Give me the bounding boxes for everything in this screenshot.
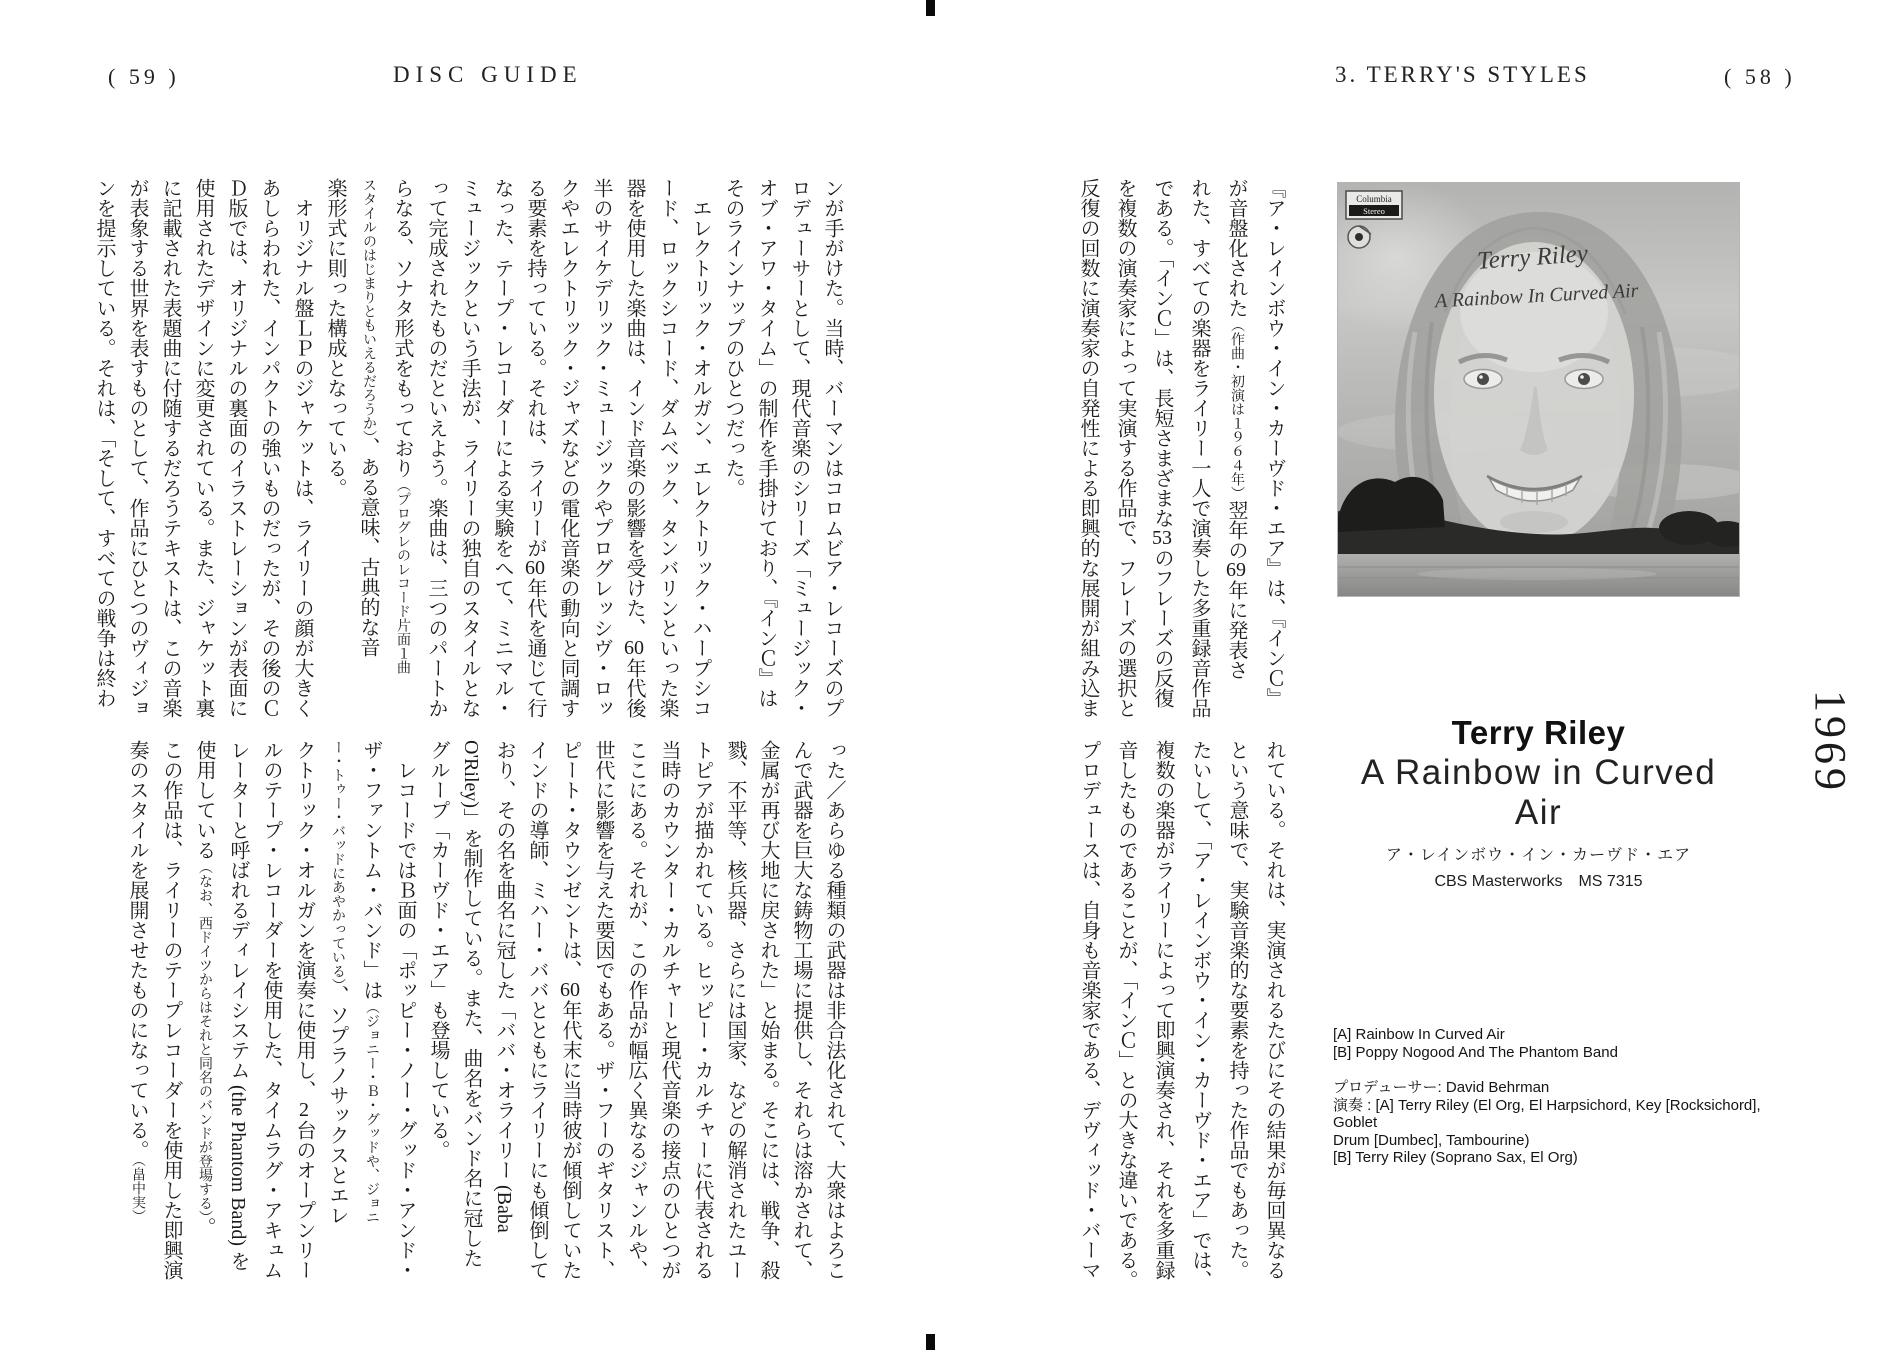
text-column [1217,178,1255,720]
text-segment: れた、すべての楽器をライリー一人で演奏した多重録音作品 [1188,178,1210,718]
text-segment: んで武器を巨大な鋳物工場に提供し、それらは溶かされて、 [790,740,812,1280]
text-segment: を複数の演奏家によって実演する作品で、フレーズの選択と [1114,178,1136,718]
text-segment: レーターと呼ばれるディレイシステム (the Phantom Band) を [227,740,249,1272]
text-segment: ミュージックという手法が、ライリーの独自のスタイルとな [458,178,480,718]
text-segment: オブ・アワ・タイム」の制作を手掛けており、『インＣ』は [755,178,777,708]
text-segment: 世代に影響を与えた要因でもある。ザ・フーのギタリスト、 [592,740,614,1280]
text-segment: Ｄ版では、オリジナルの裏面のイラストレーションが表面に [225,178,247,718]
text-segment: O'Riley)」を制作している。また、曲名をバンド名に冠した [460,740,482,1269]
text-segment: レコードではＢ面の「ポッピー・ノー・グッド・アンド・ [394,740,416,1280]
album-title: A Rainbow in Curved Air [1360,753,1717,832]
text-segment: ルのテープ・レコーダーを使用した、タイムラグ・アキュム [260,740,282,1280]
text-column [154,740,187,1292]
text-column [784,740,817,1292]
text-segment: 年代後 [623,658,645,718]
text-column [520,740,553,1292]
right-page-bottom-text-block [1068,740,1292,1292]
text-segment: スタイルのはじまりともいえるだろうか） [361,178,376,437]
text-segment: グループ「カーヴド・エア」も登場している。 [427,740,449,1160]
text-column [617,178,650,720]
text-segment: 、ソプラノサックスとエレ [326,985,348,1225]
text-column [254,740,287,1292]
text-segment: って完成されたものだといえよう。楽曲は、三つのパートか [425,178,447,718]
cover-script-title: A Rainbow In Curved Air [1434,279,1639,313]
text-segment: 2 [299,1100,309,1120]
text-column [1255,740,1292,1292]
text-segment: 60 [624,638,644,658]
text-segment: （作曲・初演は１９６４年） [1229,318,1244,500]
text-column [452,178,485,720]
text-column [187,740,221,1292]
text-column [551,178,584,720]
text-segment: 翌年の [1225,500,1247,560]
text-segment: ピート・タウンゼントは、 [559,740,581,980]
text-segment: 当時のカウンター・カルチャーと現代音楽の接点のひとつが [658,740,680,1280]
text-column [650,178,683,720]
text-column [354,740,388,1292]
text-column [685,740,718,1292]
text-segment: 半のサイケデリック・ミュージックやプログレッシヴ・ロッ [590,178,612,718]
text-column [1255,178,1292,720]
text-column [817,740,850,1292]
text-column [454,740,487,1292]
text-segment: トピアが描かれている。ヒッピー・カルチャーに代表される [691,740,713,1280]
text-segment: 金属が再び大地に戻された」と始まる。そこには、戦争、殺 [757,740,779,1280]
text-segment: （畠中実） [130,1160,145,1223]
text-column [388,740,421,1292]
year-label: 1969 [1806,690,1855,794]
text-column [186,178,219,720]
text-segment: った／あらゆる種類の武器は非合法化されて、大衆はよろこ [823,740,845,1280]
text-segment: 60 [525,558,545,578]
text-segment: エレクトリック・オルガン、エレクトリック・ハープシコ [689,178,711,718]
text-segment: おり、その名を曲名に冠した「ババ・オライリー (Baba [493,740,515,1233]
text-segment: という意味で、実験音楽的な要素を持った作品でもあった。 [1226,740,1248,1280]
text-segment: （ジョニー・Ｂ・グッドや、ジョニ [364,1000,379,1224]
text-column [287,740,320,1292]
text-segment: である。「インＣ」は、長短さまざまな [1151,178,1173,528]
text-column [586,740,619,1292]
text-column [1144,740,1181,1292]
track-line: [B] Poppy Nogood And The Phantom Band [1333,1043,1618,1061]
text-segment: 器を使用した楽曲は、インド音楽の影響を受けた、 [623,178,645,638]
text-column [1106,178,1143,720]
text-column [153,178,186,720]
text-segment: 戮、不平等、核兵器、さらには国家、などの解消されたユー [724,740,746,1280]
album-credits [1333,1026,1803,1167]
crop-mark-bottom [926,1334,935,1350]
text-column [782,178,815,720]
text-segment: 音したものであることが、「インＣ」との大きな違いである。 [1115,740,1137,1290]
text-column [751,740,784,1292]
text-column [87,178,120,720]
text-segment: インドの導師、ミハー・ババとともにライリーにも傾倒して [526,740,548,1280]
right-page-top-text-block [1068,178,1292,720]
text-segment: たいして、「ア・レインボウ・イン・カーヴド・エア」では、 [1189,740,1211,1290]
text-column [1180,178,1217,720]
album-artist: Terry Riley [1451,714,1626,751]
text-column [718,740,751,1292]
text-column [385,178,419,720]
text-column [683,178,716,720]
text-column [1107,740,1144,1292]
text-column [252,178,285,720]
left-page-number: ( 59 ) [108,64,180,89]
text-column [318,178,351,720]
left-page-bottom-text-block [122,740,850,1292]
album-catalog-number: CBS Masterworks MS 7315 [1434,873,1643,890]
text-column [652,740,685,1292]
text-segment: ここにある。それが、この作品が幅広く異なるジャンルや、 [625,740,647,1280]
text-column [351,178,385,720]
text-segment: プロデュースは、自身も音楽家である、デヴィッド・バーマ [1078,740,1100,1280]
album-title-block [1337,714,1740,891]
text-segment: らなる、ソナタ形式をもっており [391,178,413,478]
text-column [122,740,154,1292]
left-page-top-text-block [86,178,848,720]
text-segment: に記載された表題曲に付随するだろうテキストは、この音楽 [159,178,181,718]
text-column [1143,178,1180,720]
album-cover-image [1337,182,1740,597]
text-column [1181,740,1218,1292]
text-segment: 『ア・レインボウ・イン・カーヴド・エア』は、『インＣ』 [1263,178,1285,708]
text-segment: 楽形式に則った構成となっている。 [324,178,346,498]
text-column [553,740,586,1292]
text-segment: 奏のスタイルを展開させたものになっている。 [126,740,148,1160]
credits-spacer [1333,1061,1803,1079]
badge-label-top: Columbia [1356,194,1392,204]
credit-line: 演奏 : [A] Terry Riley (El Org, El Harpsichord, Key [Rocksichord], Goblet [1333,1096,1761,1131]
track-line: [A] Rainbow In Curved Air [1333,1026,1505,1043]
text-column [419,178,452,720]
text-segment: る要素を持っている。それは、ライリーが [524,178,546,558]
text-segment: が表象する世界を表すものとして、作品にひとつのヴィジョ [126,178,148,718]
right-page-number: ( 58 ) [1724,64,1796,89]
text-segment: ロデューサーとして、現代音楽のシリーズ「ミュージック・ [788,178,810,718]
text-column [749,178,782,720]
text-segment: クやエレクトリック・ジャズなどの電化音楽の動向と同調す [557,178,579,718]
text-column [485,178,518,720]
text-segment: この作品は、ライリーのテープレコーダーを使用した即興演 [160,740,182,1280]
text-segment: 反復の回数に演奏家の自発性による即興的な展開が組み込ま [1077,178,1099,718]
text-segment: ード、ロックシコード、ダムベック、タンバリンといった楽 [656,178,678,718]
text-segment: のフレーズの反復 [1151,548,1173,708]
text-segment: 年代末に当時彼が傾倒していた [559,1000,581,1280]
text-segment: 複数の楽器がライリーによって即興演奏され、それを多重録 [1152,740,1174,1280]
text-segment: あしらわれた、インパクトの強いものだったが、その後のＣ [258,178,280,718]
text-column [120,178,153,720]
text-segment: 69 [1226,560,1246,580]
text-column [815,178,848,720]
text-segment: クトリック・オルガンを演奏に使用し、 [293,740,315,1100]
crop-mark-top [926,0,935,16]
text-column [1218,740,1255,1292]
credit-line: プロデューサー: David Behrman [1333,1079,1550,1096]
badge-label-bottom: Stereo [1363,206,1385,216]
text-segment: そのラインナップのひとつだった。 [722,178,744,498]
credit-line: Drum [Dumbec], Tambourine) [1333,1131,1530,1149]
text-column [619,740,652,1292]
text-segment: オリジナル盤ＬＰのジャケットは、ライリーの顔が大きく [291,178,313,718]
text-column [219,178,252,720]
album-cover-art [1337,182,1740,597]
credit-line: [B] Terry Riley (Soprano Sax, El Org) [1333,1149,1578,1166]
text-segment: が音盤化された [1225,178,1247,318]
text-segment: 53 [1152,528,1172,548]
text-segment: （なお、西ドイツからはそれと同名のバンドが登場する） [197,860,212,1217]
text-segment: 台のオープンリー [293,1120,315,1280]
text-segment: れている。それは、実演されるたびにその結果が毎回異なる [1263,740,1285,1280]
text-segment: 年代を通じて行 [524,578,546,718]
text-column [285,178,318,720]
text-segment: 年に発表さ [1225,580,1247,680]
text-column [1070,740,1107,1292]
text-column [487,740,520,1292]
album-title-japanese: ア・レインボウ・イン・カーヴド・エア [1385,847,1692,864]
text-segment: なった、テープ・レコーダーによる実験をへて、ミニマル・ [491,178,513,718]
text-column [421,740,454,1292]
text-segment: 使用されたデザインに変更されている。また、ジャケット裏 [192,178,214,718]
cover-script-artist: Terry Riley [1476,240,1589,275]
text-column [584,178,617,720]
text-column [518,178,551,720]
text-segment: ー・トゥー・バッドにあやかっている） [330,740,345,985]
text-segment: ザ・ファントム・バンド」は [360,740,382,1000]
text-column [320,740,354,1292]
text-segment: 、ある意味、古典的な音 [357,437,379,657]
text-segment: 使用している [193,740,215,860]
text-column [1069,178,1106,720]
text-segment: ンが手がけた。当時、バーマンはコロムビア・レコーズのプ [821,178,843,718]
right-page-header: 3. TERRY'S STYLES [1335,62,1590,87]
text-segment: ンを提示している。それは、「そして、すべての戦争は終わ [93,178,115,708]
cbs-eye-logo-icon [1348,226,1371,248]
text-column [716,178,749,720]
text-column [221,740,254,1292]
text-segment: （プログレのレコード片面１曲 [395,478,410,674]
text-segment: 。 [193,1217,215,1237]
text-segment: 60 [560,980,580,1000]
left-page-header: DISC GUIDE [393,62,583,87]
